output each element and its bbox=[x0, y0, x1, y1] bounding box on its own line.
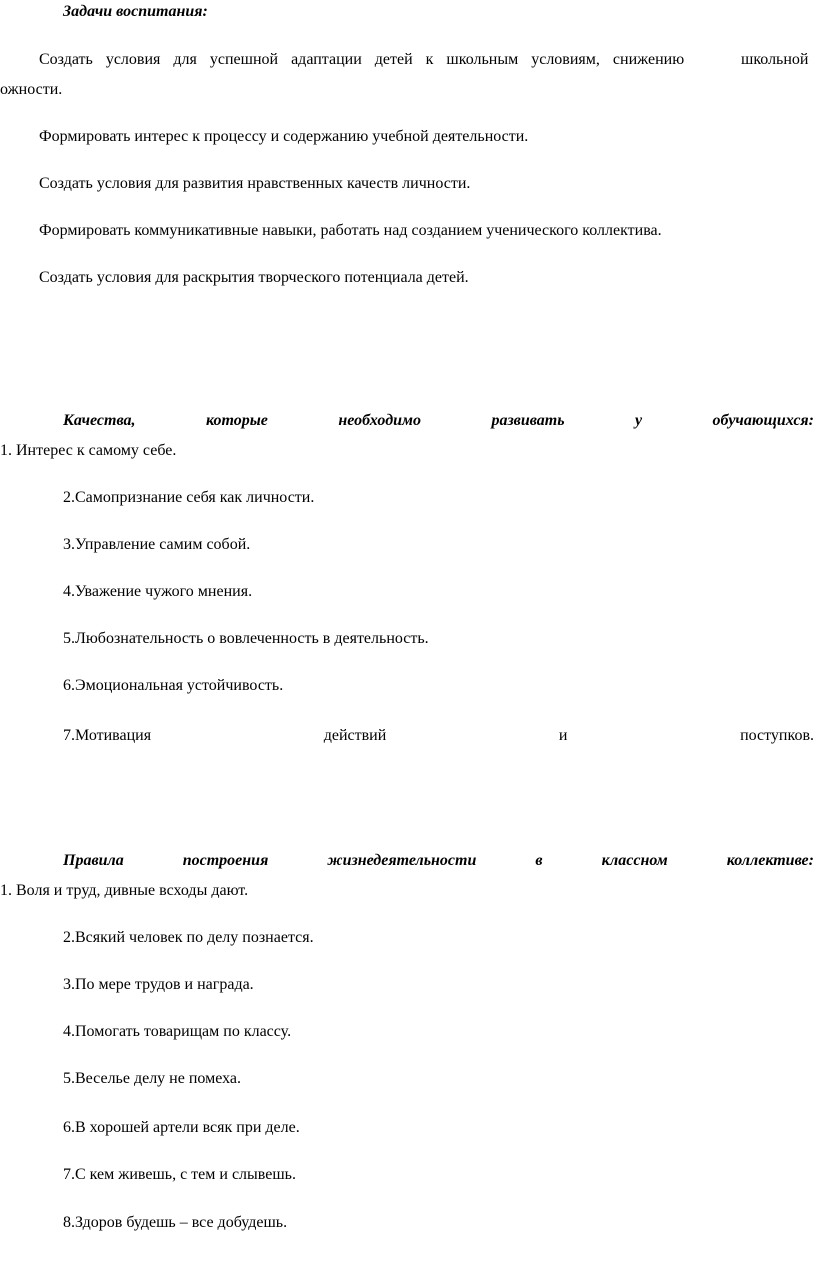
paragraph-text: Формировать интерес к процессу и содержанию учебной деятельности. bbox=[39, 128, 529, 145]
list-item: 1. Интерес к самому себе. bbox=[0, 442, 177, 459]
heading-word: построения bbox=[182, 852, 269, 869]
paragraph-text: Формировать коммуникативные навыки, работать над созданием ученического коллектива. bbox=[39, 222, 662, 239]
heading-word: жизнедеятельности bbox=[327, 852, 477, 869]
list-item: 4.Помогать товарищам по классу. bbox=[63, 1023, 292, 1040]
paragraph-line bbox=[39, 50, 715, 70]
heading-word: у bbox=[634, 412, 643, 429]
list-item: 5.Веселье делу не помеха. bbox=[63, 1070, 242, 1087]
list-item-word: 7.Мотивация bbox=[63, 727, 152, 744]
list-item: 1. Воля и труд, дивные всходы дают. bbox=[0, 882, 249, 899]
heading-word: необходимо bbox=[338, 412, 421, 429]
section-heading-tasks: Задачи воспитания: bbox=[63, 3, 208, 20]
heading-word: коллективе: bbox=[726, 852, 814, 869]
list-item-word: действий bbox=[323, 727, 387, 744]
section-heading-rules bbox=[63, 851, 814, 871]
list-item-word: и bbox=[558, 727, 568, 744]
heading-word: Правила bbox=[63, 852, 124, 869]
list-item: 2.Самопризнание себя как личности. bbox=[63, 489, 315, 506]
heading-word: Качества, bbox=[63, 412, 136, 429]
list-item-word: поступков. bbox=[740, 727, 814, 744]
paragraph-text: Создать условия для развития нравственных качеств личности. bbox=[39, 175, 471, 192]
paragraph-text: Создать условия для успешной адаптации детей к школьным условиям, снижению bbox=[39, 51, 685, 68]
list-item: 2.Всякий человек по делу познается. bbox=[63, 929, 314, 946]
list-item: 8.Здоров будешь – все добудешь. bbox=[63, 1214, 288, 1231]
heading-word: которые bbox=[205, 412, 268, 429]
list-item: 3.По мере трудов и награда. bbox=[63, 976, 254, 993]
heading-word: обучающихся: bbox=[712, 412, 814, 429]
list-item: 5.Любознательность о вовлеченность в деятельность. bbox=[63, 630, 429, 647]
paragraph-text: школьной bbox=[741, 51, 809, 68]
list-item: 3.Управление самим собой. bbox=[63, 536, 251, 553]
list-item bbox=[63, 726, 814, 746]
heading-word: в bbox=[535, 852, 543, 869]
paragraph-text: Создать условия для раскрытия творческого потенциала детей. bbox=[39, 269, 469, 286]
heading-word: классном bbox=[601, 852, 668, 869]
list-item: 6.Эмоциональная устойчивость. bbox=[63, 677, 284, 694]
list-item: 6.В хорошей артели всяк при деле. bbox=[63, 1119, 300, 1136]
list-item: 7.С кем живешь, с тем и слывешь. bbox=[63, 1166, 296, 1183]
list-item: 4.Уважение чужого мнения. bbox=[63, 583, 253, 600]
paragraph-text: ожности. bbox=[0, 81, 63, 98]
heading-word: развивать bbox=[491, 412, 565, 429]
section-heading-qualities bbox=[63, 411, 814, 431]
